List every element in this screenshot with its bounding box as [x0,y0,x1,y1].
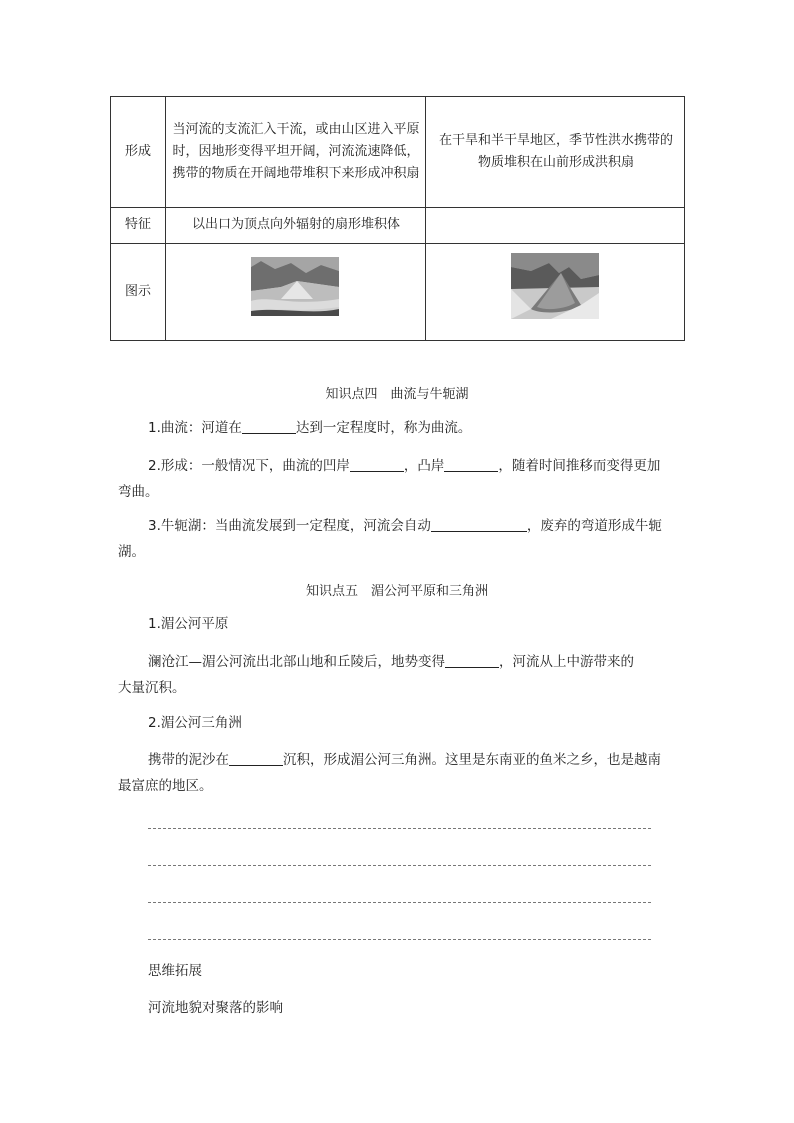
mekong-delta-line2: 最富庶的地区。 [118,778,213,794]
row-label-feature: 特征 [124,217,151,232]
alluvial-fan-formation-text: 当河流的支流汇入干流，或由山区进入平原时，因地形变得平坦开阔，河流流速降低，携带的物质在开阔地带堆积下来形成冲积扇 [172,122,420,181]
table-row-divider [111,243,684,244]
section5-heading: 知识点五 湄公河平原和三角洲 [305,584,488,599]
thinking-extension-title: 思维拓展 [148,963,202,979]
answer-blank [431,517,527,532]
proluvial-fan-formation-text: 在干旱和半干旱地区，季节性洪水携带的物质堆积在山前形成洪积扇 [438,133,673,170]
answer-blank [229,751,283,766]
answer-blank [242,419,296,434]
formation-text-c: ，随着时间推移而变得更加 [498,458,661,474]
oxbow-text-b: ，废弃的弯道形成牛轭 [526,518,662,534]
mekong-plain-subheading: 1.湄公河平原 [148,616,229,632]
note-line [148,865,651,866]
mekong-delta-subheading: 2.湄公河三角洲 [148,715,242,731]
meander-formation-line2: 弯曲。 [118,484,159,500]
proluvial-fan-feature-text [429,207,683,243]
landform-comparison-table [110,96,685,341]
delta-text-a: 携带的泥沙在 [148,752,229,768]
meander-text-a: 1.曲流：河道在 [148,420,242,436]
answer-blank [445,653,499,668]
table-column-divider [165,97,166,340]
meander-formation-line1 [148,453,660,480]
oxbow-text-a: 3.牛轭湖：当曲流发展到一定程度，河流会自动 [148,518,431,534]
meander-definition [148,415,471,442]
formation-text-a: 2.形成：一般情况下，曲流的凹岸 [148,458,350,474]
answer-blank [444,457,498,472]
oxbow-lake-line1 [148,513,662,540]
note-line [148,939,651,940]
mekong-plain-line2: 大量沉积。 [118,680,186,696]
plain-text-a: 澜沧江—湄公河流出北部山地和丘陵后，地势变得 [148,654,445,670]
mekong-delta-line1 [148,747,661,774]
note-line [148,828,651,829]
plain-text-b: ，河流从上中游带来的 [499,654,634,670]
formation-text-b: ，凸岸 [403,458,445,474]
note-line [148,902,651,903]
table-column-divider [425,97,426,340]
section4-heading: 知识点四 曲流与牛轭湖 [325,387,469,402]
answer-blank [350,457,404,472]
thinking-extension-subtitle: 河流地貌对聚落的影响 [148,1000,283,1016]
mekong-plain-line1 [148,649,634,676]
row-label-formation: 形成 [124,144,151,159]
meander-text-b: 达到一定程度时，称为曲流。 [295,420,472,436]
row-label-illustration: 图示 [124,284,151,299]
delta-text-b: 沉积，形成湄公河三角洲。这里是东南亚的鱼米之乡，也是越南 [283,752,661,768]
alluvial-fan-photo [251,257,339,316]
alluvial-fan-feature-text: 以出口为顶点向外辐射的扇形堆积体 [191,217,400,232]
proluvial-fan-photo [511,253,599,319]
oxbow-lake-line2: 湖。 [118,544,145,560]
